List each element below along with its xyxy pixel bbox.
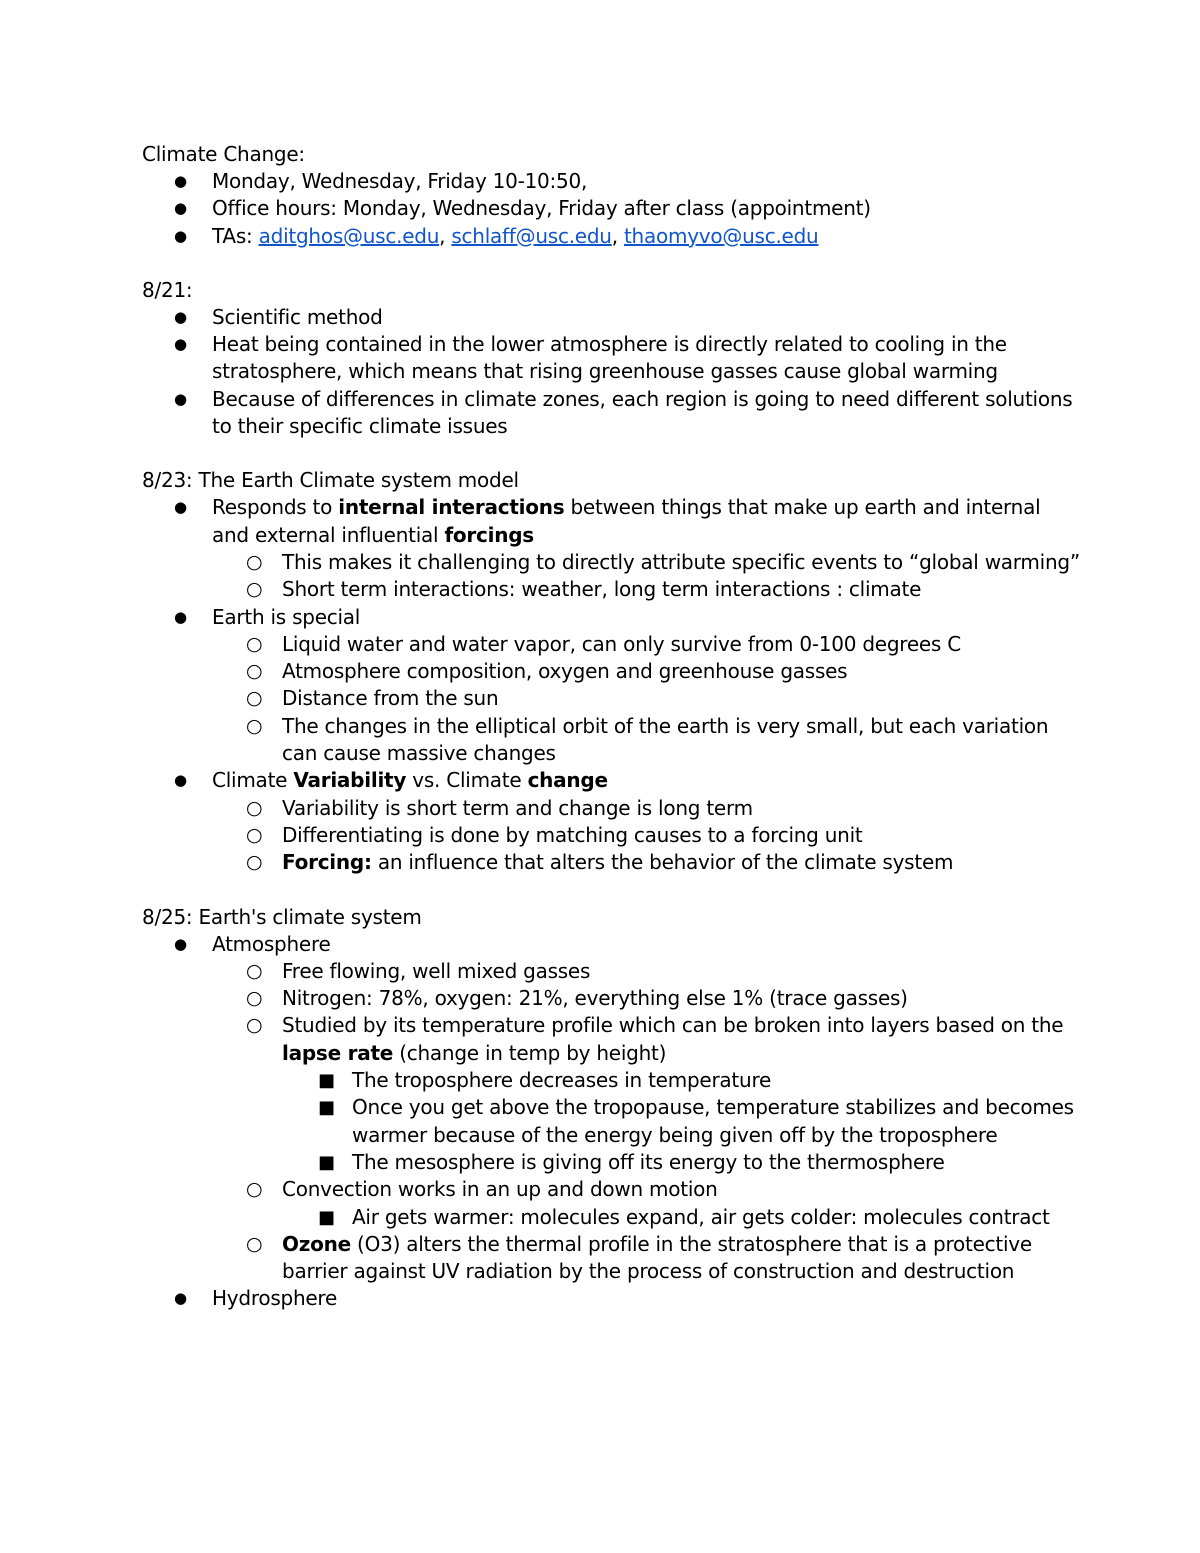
section-climate-change (142, 140, 1082, 250)
bullet-dot-icon: ● (174, 771, 187, 790)
list-item (142, 168, 1082, 195)
bullet-dot-icon: ● (174, 389, 187, 408)
list-item-text: (O3) alters the thermal profile in the stratosphere that is a protective barrier against UV radiation by the process of construction and destruction (282, 1231, 1032, 1284)
list-item-text: Variability is short term and change is long term (282, 795, 753, 820)
list-item-text: Scientific method (212, 304, 383, 329)
sub-list-item (142, 658, 1082, 685)
list-item-text: Atmosphere (212, 931, 331, 956)
sub-list-item (142, 576, 1082, 603)
sub-sub-list-item (142, 1149, 1082, 1176)
bullet-circle-icon: ○ (246, 660, 263, 683)
sub-list-item (142, 1231, 1082, 1286)
separator: , (439, 223, 452, 248)
bullet-list (142, 931, 1082, 1313)
bold-term: forcings (444, 522, 534, 547)
list-item-text: an influence that alters the behavior of the climate system (371, 850, 954, 875)
sub-list-item (142, 985, 1082, 1012)
bullet-dot-icon: ● (174, 335, 187, 354)
bullet-list (142, 494, 1082, 876)
bullet-dot-icon: ● (174, 226, 187, 245)
section-heading: 8/25: Earth's climate system (142, 904, 422, 929)
bold-term: Ozone (282, 1231, 351, 1256)
bullet-circle-icon: ○ (246, 959, 263, 982)
list-item-text: Atmosphere composition, oxygen and greenhouse gasses (282, 659, 848, 684)
list-item-text: Hydrosphere (212, 1286, 338, 1311)
list-item-text: Air gets warmer: molecules expand, air gets colder: molecules contract (352, 1204, 1050, 1229)
list-item-text: vs. Climate (406, 768, 528, 793)
bullet-square-icon: ■ (318, 1151, 335, 1173)
sub-list-item (142, 631, 1082, 658)
section-8-21 (142, 276, 1082, 440)
bullet-circle-icon: ○ (246, 578, 263, 601)
bullet-list (142, 168, 1082, 250)
section-8-23 (142, 466, 1082, 876)
list-item (142, 223, 1082, 250)
list-item (142, 604, 1082, 631)
list-item-text: Free flowing, well mixed gasses (282, 958, 591, 983)
bullet-circle-icon: ○ (246, 632, 263, 655)
sub-list-item (142, 849, 1082, 876)
list-item-text: Differentiating is done by matching causes to a forcing unit (282, 822, 863, 847)
bold-term: lapse rate (282, 1040, 394, 1065)
sub-list-item (142, 713, 1082, 768)
bullet-dot-icon: ● (174, 498, 187, 517)
bullet-dot-icon: ● (174, 172, 187, 190)
sub-list-item (142, 958, 1082, 985)
bullet-dot-icon: ● (174, 307, 187, 326)
list-item-text: Liquid water and water vapor, can only survive from 0-100 degrees C (282, 631, 961, 656)
sub-list-item (142, 549, 1082, 576)
list-item-text: The mesosphere is giving off its energy to the thermosphere (352, 1149, 945, 1174)
list-item (142, 494, 1082, 549)
list-item-text: between things that make up earth and internal and external influential (212, 495, 1041, 547)
tas-label: TAs: (212, 223, 259, 248)
list-item (142, 304, 1082, 331)
section-8-25 (142, 903, 1082, 1313)
bullet-circle-icon: ○ (246, 714, 263, 737)
list-item-text: (change in temp by height) (393, 1040, 667, 1065)
list-item-text: Because of differences in climate zones, each region is going to need different solutions to their specific climate issues (212, 386, 1073, 439)
list-item (142, 1285, 1082, 1312)
list-item-text: Distance from the sun (282, 686, 499, 711)
bullet-dot-icon: ● (174, 607, 187, 626)
list-item (142, 195, 1082, 222)
ta-email-link[interactable]: thaomyvo@usc.edu (623, 223, 819, 248)
list-item-text: Earth is special (212, 604, 361, 629)
list-item-text: Monday, Wednesday, Friday 10-10:50, (212, 169, 588, 193)
list-item-text: The changes in the elliptical orbit of the earth is very small, but each variation can cause massive changes (282, 713, 1049, 766)
list-item-text: Office hours: Monday, Wednesday, Friday after class (appointment) (212, 196, 871, 221)
sub-list-item (142, 1176, 1082, 1203)
section-heading: Climate Change: (142, 142, 305, 166)
separator: , (611, 223, 624, 248)
document-body (142, 140, 1082, 1339)
bold-term: Forcing: (282, 850, 372, 875)
list-item-text: Short term interactions: weather, long term interactions : climate (282, 577, 922, 602)
bullet-square-icon: ■ (318, 1206, 335, 1228)
bullet-circle-icon: ○ (246, 550, 263, 573)
bullet-square-icon: ■ (318, 1070, 335, 1092)
section-heading: 8/23: The Earth Climate system model (142, 468, 519, 493)
ta-email-link[interactable]: aditghos@usc.edu (258, 223, 440, 248)
bullet-circle-icon: ○ (246, 796, 263, 819)
list-item-text: The troposphere decreases in temperature (352, 1068, 772, 1093)
list-item-text: Heat being contained in the lower atmosphere is directly related to cooling in the stratosphere, which means that rising greenhouse gasses cause global warming (212, 332, 1007, 384)
sub-list-item (142, 795, 1082, 822)
sub-sub-list-item (142, 1067, 1082, 1094)
bullet-square-icon: ■ (318, 1097, 335, 1119)
bullet-circle-icon: ○ (246, 1232, 263, 1255)
list-item-text: Studied by its temperature profile which can be broken into layers based on the (282, 1013, 1064, 1038)
section-heading: 8/21: (142, 277, 193, 302)
sub-list-item (142, 1012, 1082, 1067)
bullet-dot-icon: ● (174, 199, 187, 218)
list-item-text: Responds to (212, 495, 339, 520)
list-item (142, 767, 1082, 794)
sub-list-item (142, 822, 1082, 849)
bullet-circle-icon: ○ (246, 851, 263, 874)
sub-list-item (142, 685, 1082, 712)
list-item-text: Convection works in an up and down motion (282, 1177, 718, 1202)
bullet-dot-icon: ● (174, 934, 187, 953)
bullet-circle-icon: ○ (246, 823, 263, 846)
list-item-text: Nitrogen: 78%, oxygen: 21%, everything else 1% (trace gasses) (282, 986, 908, 1011)
bullet-circle-icon: ○ (246, 1014, 263, 1037)
bold-term: internal interactions (338, 495, 565, 520)
list-item-text: Climate (212, 768, 294, 793)
list-item-text: This makes it challenging to directly attribute specific events to “global warming” (282, 549, 1080, 574)
bullet-circle-icon: ○ (246, 687, 263, 710)
list-item (142, 931, 1082, 958)
sub-sub-list-item (142, 1094, 1082, 1149)
bullet-list (142, 304, 1082, 440)
bullet-circle-icon: ○ (246, 987, 263, 1010)
bullet-dot-icon: ● (174, 1289, 187, 1308)
list-item-text: Once you get above the tropopause, temperature stabilizes and becomes warmer because of the energy being given off by the troposphere (352, 1095, 1074, 1147)
list-item (142, 331, 1082, 386)
bold-term: change (527, 768, 608, 793)
ta-email-link[interactable]: schlaff@usc.edu (451, 223, 612, 248)
sub-sub-list-item (142, 1204, 1082, 1231)
list-item (142, 386, 1082, 441)
bullet-circle-icon: ○ (246, 1178, 263, 1201)
bold-term: Variability (293, 768, 407, 793)
